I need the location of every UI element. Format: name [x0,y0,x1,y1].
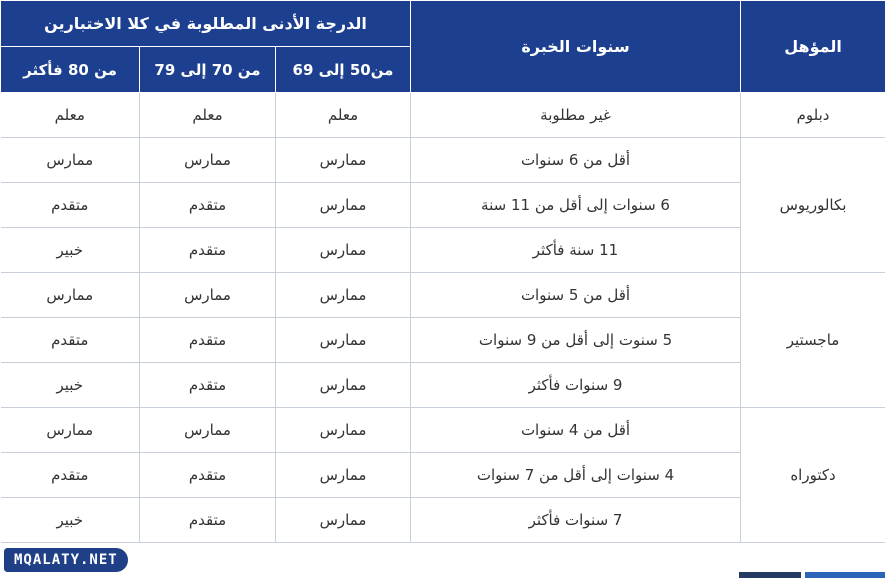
experience-cell: 5 سنوت إلى أقل من 9 سنوات [411,318,741,363]
rank-cell-grade-50-69: معلم [276,93,411,138]
header-grade-range-3: من 80 فأكثر [1,47,140,93]
experience-cell: 6 سنوات إلى أقل من 11 سنة [411,183,741,228]
rank-cell-grade-80-plus: متقدم [1,453,140,498]
header-grade-range-2: من 70 إلى 79 [140,47,276,93]
rank-cell-grade-80-plus: ممارس [1,138,140,183]
rank-cell-grade-70-79: متقدم [140,363,276,408]
table-row [1,408,885,453]
rank-cell-grade-80-plus: ممارس [1,273,140,318]
rank-cell-grade-70-79: معلم [140,93,276,138]
experience-cell: أقل من 6 سنوات [411,138,741,183]
table-row [1,273,885,318]
rank-cell-grade-70-79: متقدم [140,318,276,363]
rank-cell-grade-50-69: ممارس [276,228,411,273]
rank-cell-grade-50-69: ممارس [276,453,411,498]
rank-cell-grade-80-plus: خبير [1,228,140,273]
table-body [1,93,885,543]
qualification-cell: دكتوراه [741,408,885,543]
header-min-grade: الدرجة الأدنى المطلوبة في كلا الاختبارين [1,1,411,47]
rank-cell-grade-80-plus: ممارس [1,408,140,453]
rank-cell-grade-70-79: متقدم [140,453,276,498]
site-watermark-logo: MQALATY.NET [4,548,128,572]
rank-cell-grade-70-79: ممارس [140,273,276,318]
experience-cell: 11 سنة فأكثر [411,228,741,273]
qualification-cell: بكالوريوس [741,138,885,273]
experience-cell: 9 سنوات فأكثر [411,363,741,408]
rank-cell-grade-50-69: ممارس [276,408,411,453]
corner-decoration [725,572,885,578]
experience-cell: أقل من 5 سنوات [411,273,741,318]
corner-bar-blue [805,572,885,578]
rank-cell-grade-70-79: متقدم [140,228,276,273]
experience-cell: غير مطلوبة [411,93,741,138]
header-row-top [1,1,885,47]
rank-cell-grade-70-79: ممارس [140,408,276,453]
rank-cell-grade-80-plus: خبير [1,498,140,543]
rank-cell-grade-80-plus: متقدم [1,183,140,228]
rank-cell-grade-50-69: ممارس [276,498,411,543]
rank-cell-grade-50-69: ممارس [276,183,411,228]
experience-cell: 4 سنوات إلى أقل من 7 سنوات [411,453,741,498]
rank-cell-grade-80-plus: معلم [1,93,140,138]
rank-cell-grade-70-79: ممارس [140,138,276,183]
table-row [1,93,885,138]
corner-bar-dark [739,572,801,578]
header-grade-range-1: من50 إلى 69 [276,47,411,93]
table-row [1,138,885,183]
experience-cell: 7 سنوات فأكثر [411,498,741,543]
header-experience: سنوات الخبرة [411,1,741,93]
rank-cell-grade-80-plus: متقدم [1,318,140,363]
rank-cell-grade-70-79: متقدم [140,498,276,543]
header-qualification: المؤهل [741,1,885,93]
rank-cell-grade-80-plus: خبير [1,363,140,408]
rank-cell-grade-50-69: ممارس [276,318,411,363]
qualification-cell: دبلوم [741,93,885,138]
rank-cell-grade-50-69: ممارس [276,273,411,318]
rank-cell-grade-50-69: ممارس [276,363,411,408]
experience-cell: أقل من 4 سنوات [411,408,741,453]
table-header [1,1,885,93]
rank-cell-grade-50-69: ممارس [276,138,411,183]
rank-cell-grade-70-79: متقدم [140,183,276,228]
qualification-cell: ماجستير [741,273,885,408]
